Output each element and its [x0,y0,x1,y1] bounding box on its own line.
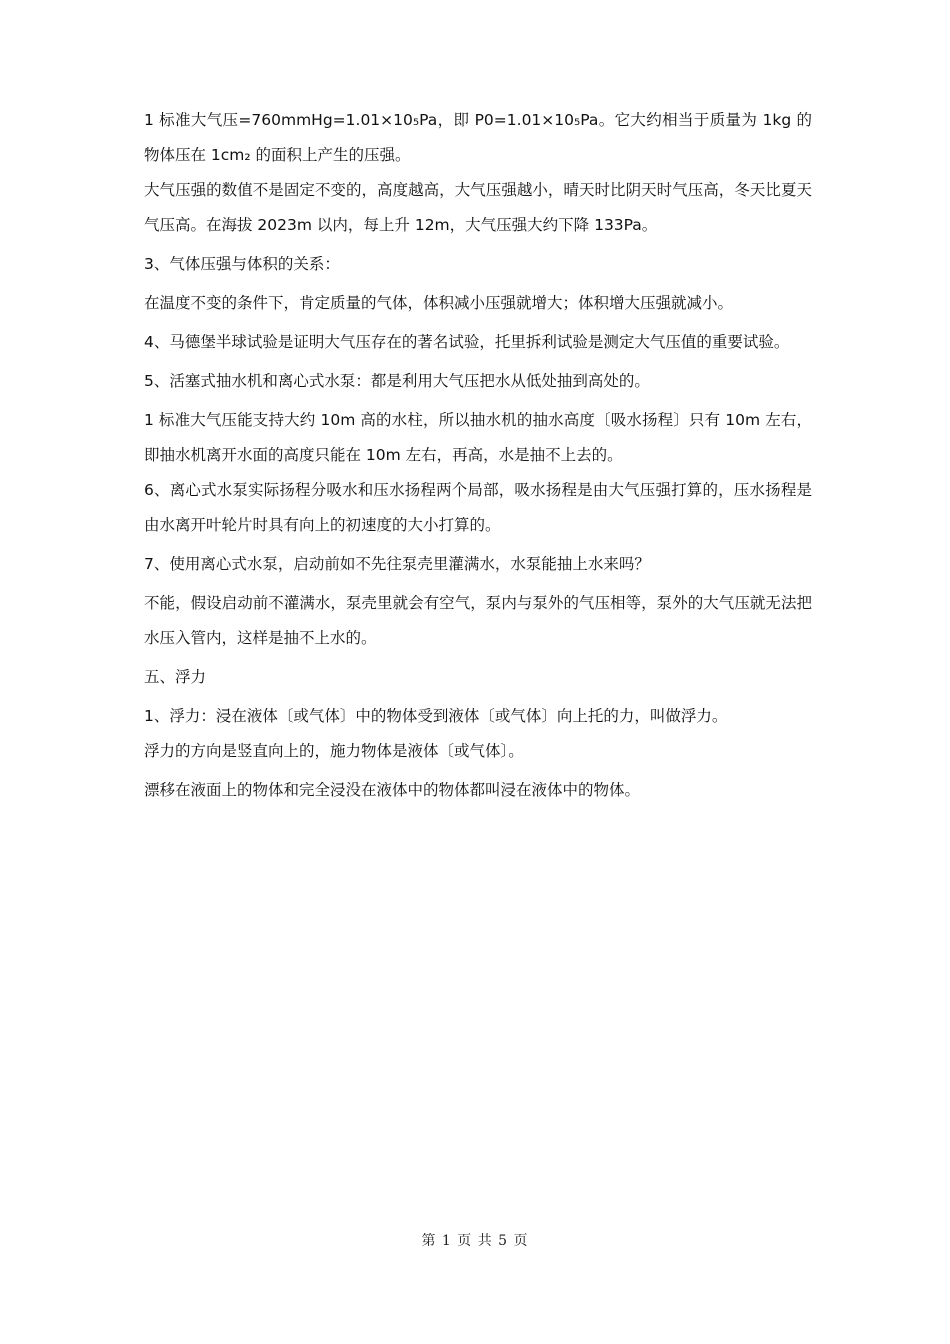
paragraph-magdeburg-experiment: 4、马德堡半球试验是证明大气压存在的著名试验，托里拆利试验是测定大气压值的重要试验。 [144,333,790,351]
paragraph-gas-law: 在温度不变的条件下，肯定质量的气体，体积减小压强就增大；体积增大压强就减小。 [144,294,734,312]
paragraph-atmospheric-pressure-value: 1 标准大气压=760mmHg=1.01×10₅Pa，即 P0=1.01×10₅Pa。它大约相当于质量为 1kg 的物体压在 1cm₂ 的面积上产生的压强。 [144,111,812,164]
paragraph-buoyancy-direction: 浮力的方向是竖直向上的，施力物体是液体〔或气体〕。 [144,742,524,760]
paragraph-pump-head: 6、离心式水泵实际扬程分吸水和压水扬程两个局部，吸水扬程是由大气压强打算的，压水扬程是由水离开叶轮片时具有向上的初速度的大小打算的。 [144,481,812,534]
document-body [144,103,812,812]
paragraph-buoyancy-definition: 1、浮力：浸在液体〔或气体〕中的物体受到液体〔或气体〕向上托的力，叫做浮力。 [144,707,728,725]
paragraph-pressure-variation: 大气压强的数值不是固定不变的，高度越高，大气压强越小，晴天时比阴天时气压高，冬天比夏天气压高。在海拔 2023m 以内，每上升 12m，大气压强大约下降 133Pa。 [144,181,812,234]
heading-buoyancy: 五、浮力 [144,668,207,686]
paragraph-immersed-objects: 漂移在液面上的物体和完全浸没在液体中的物体都叫浸在液体中的物体。 [144,781,641,799]
paragraph-water-column: 1 标准大气压能支持大约 10m 高的水柱，所以抽水机的抽水高度〔吸水扬程〕只有 10m 左右，即抽水机离开水面的高度只能在 10m 左右，再高，水是抽不上去的。 [144,411,812,464]
paragraph-pumps: 5、活塞式抽水机和离心式水泵：都是利用大气压把水从低处抽到高处的。 [144,372,650,390]
heading-gas-pressure-volume: 3、气体压强与体积的关系： [144,255,340,273]
paragraph-question: 7、使用离心式水泵，启动前如不先往泵壳里灌满水，水泵能抽上水来吗？ [144,555,650,573]
page-number-label: 第 1 页 共 5 页 [421,1233,529,1249]
page-footer [0,1230,950,1250]
paragraph-answer: 不能，假设启动前不灌满水，泵壳里就会有空气，泵内与泵外的气压相等，泵外的大气压就无法把水压入管内，这样是抽不上水的。 [144,594,812,647]
